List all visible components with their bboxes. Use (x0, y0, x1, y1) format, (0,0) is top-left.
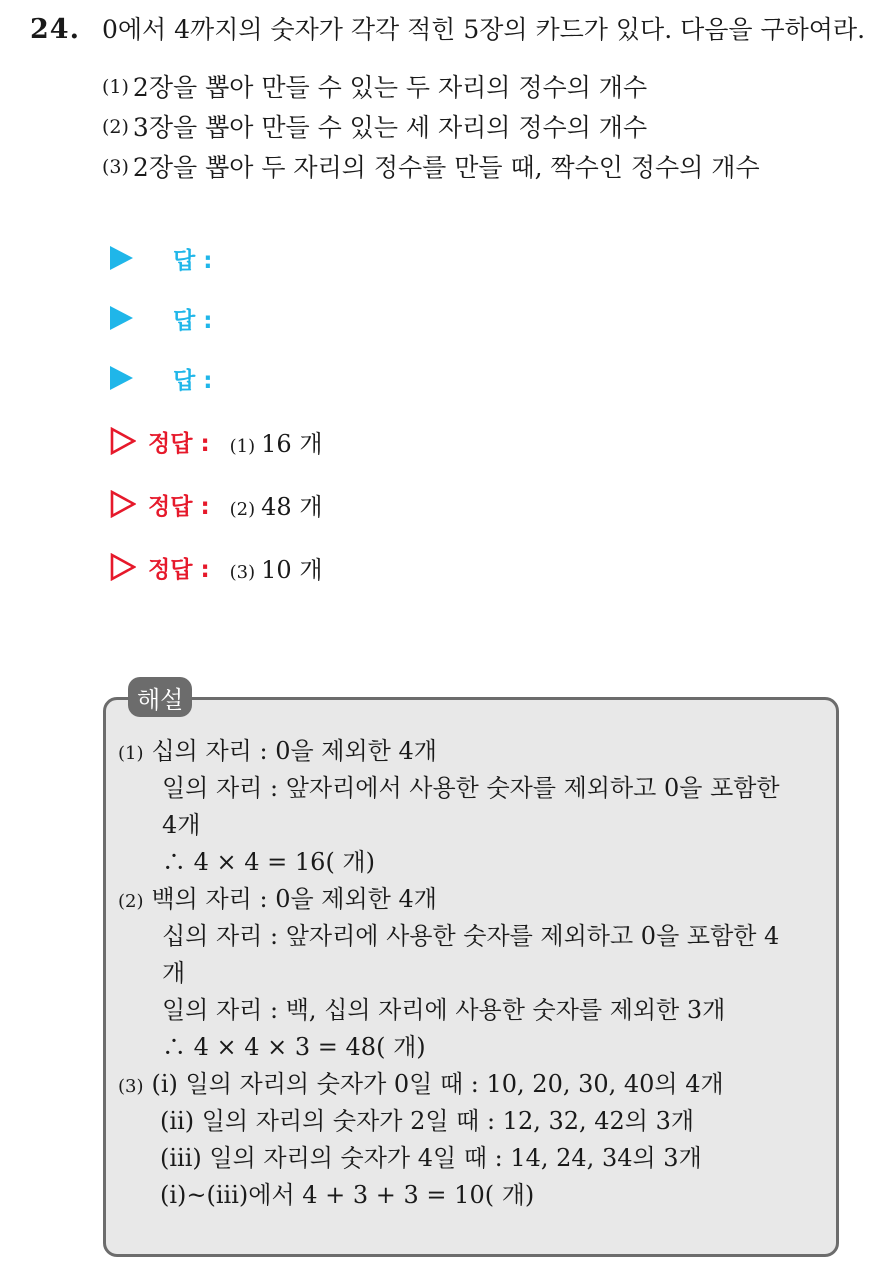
solution-line (118, 881, 833, 918)
correct-answer-row (110, 484, 323, 524)
play-triangle-icon (110, 306, 133, 330)
solution-text: ∴ 4 × 4 × 3 = 48( 개) (162, 1033, 426, 1061)
solution-text: (iii) 일의 자리의 숫자가 4일 때 : 14, 24, 34의 3개 (160, 1144, 702, 1172)
solution-index: (2) (118, 891, 144, 912)
answer-index: (2) (229, 498, 256, 520)
solution-line (118, 770, 833, 807)
answer-blank-row (110, 298, 212, 338)
sub-question-index: (2) (102, 116, 129, 138)
solution-index: (3) (118, 1076, 144, 1097)
sub-question (102, 68, 870, 108)
solution-line (118, 1177, 833, 1214)
answer-blank-row (110, 358, 212, 398)
play-triangle-icon (110, 366, 133, 390)
outline-triangle-icon (110, 427, 136, 455)
solution-text: 4개 (162, 811, 201, 839)
sub-question (102, 108, 870, 148)
solution-line (118, 1029, 833, 1066)
correct-answer-row (110, 421, 323, 461)
solution-tag: 해설 (128, 677, 192, 717)
correct-answer-row (110, 547, 323, 587)
sub-question-index: (3) (102, 156, 129, 178)
correct-answer-value (230, 550, 323, 585)
answer-label: 답 : (173, 367, 213, 394)
correct-answer-label: 정답 : (148, 556, 210, 583)
solution-line (118, 1066, 833, 1103)
solution-line (118, 733, 833, 770)
answer-text: 48 개 (261, 492, 323, 521)
correct-answer-value (230, 487, 323, 522)
answer-index: (3) (229, 561, 256, 583)
correct-answer-value (230, 424, 323, 459)
solution-text: (i)~(iii)에서 4 + 3 + 3 = 10( 개) (160, 1181, 535, 1209)
solution-text: ∴ 4 × 4 = 16( 개) (162, 848, 375, 876)
solution-text: 일의 자리 : 백, 십의 자리에 사용한 숫자를 제외한 3개 (162, 996, 726, 1024)
solution-content (118, 733, 833, 1214)
solution-text: 백의 자리 : 0을 제외한 4개 (151, 885, 437, 913)
solution-line (118, 844, 833, 881)
answer-label: 답 : (173, 307, 213, 334)
answer-label: 답 : (173, 247, 213, 274)
sub-question (102, 148, 870, 188)
solution-line (118, 918, 833, 955)
correct-answer-label: 정답 : (148, 493, 210, 520)
solution-text: 일의 자리 : 앞자리에서 사용한 숫자를 제외하고 0을 포함한 (162, 774, 780, 802)
question-number: 24. (30, 14, 80, 45)
correct-answer-label: 정답 : (148, 430, 210, 457)
sub-question-index: (1) (102, 76, 129, 98)
solution-text: 개 (162, 959, 186, 987)
sub-question-text: 2장을 뽑아 만들 수 있는 두 자리의 정수의 개수 (132, 73, 648, 102)
question-row (30, 10, 870, 46)
solution-index: (1) (118, 743, 144, 764)
solution-line (118, 1140, 833, 1177)
question-text: 0에서 4까지의 숫자가 각각 적힌 5장의 카드가 있다. 다음을 구하여라. (102, 15, 866, 44)
solution-line (118, 1103, 833, 1140)
sub-question-text: 3장을 뽑아 만들 수 있는 세 자리의 정수의 개수 (132, 113, 648, 142)
solution-text: (ii) 일의 자리의 숫자가 2일 때 : 12, 32, 42의 3개 (160, 1107, 695, 1135)
answer-blank-row (110, 238, 212, 278)
outline-triangle-icon (110, 553, 136, 581)
solution-text: 십의 자리 : 0을 제외한 4개 (151, 737, 437, 765)
play-triangle-icon (110, 246, 133, 270)
sub-question-text: 2장을 뽑아 두 자리의 정수를 만들 때, 짝수인 정수의 개수 (132, 153, 760, 182)
answer-index: (1) (229, 435, 256, 457)
solution-text: 십의 자리 : 앞자리에 사용한 숫자를 제외하고 0을 포함한 4 (162, 922, 780, 950)
outline-triangle-icon (110, 490, 136, 518)
answer-text: 10 개 (261, 555, 323, 584)
problem (30, 10, 870, 188)
sub-questions (102, 68, 870, 188)
solution-line (118, 807, 833, 844)
answer-text: 16 개 (261, 429, 323, 458)
solution-line (118, 992, 833, 1029)
solution-line (118, 955, 833, 992)
solution-text: (i) 일의 자리의 숫자가 0일 때 : 10, 20, 30, 40의 4개 (151, 1070, 724, 1098)
